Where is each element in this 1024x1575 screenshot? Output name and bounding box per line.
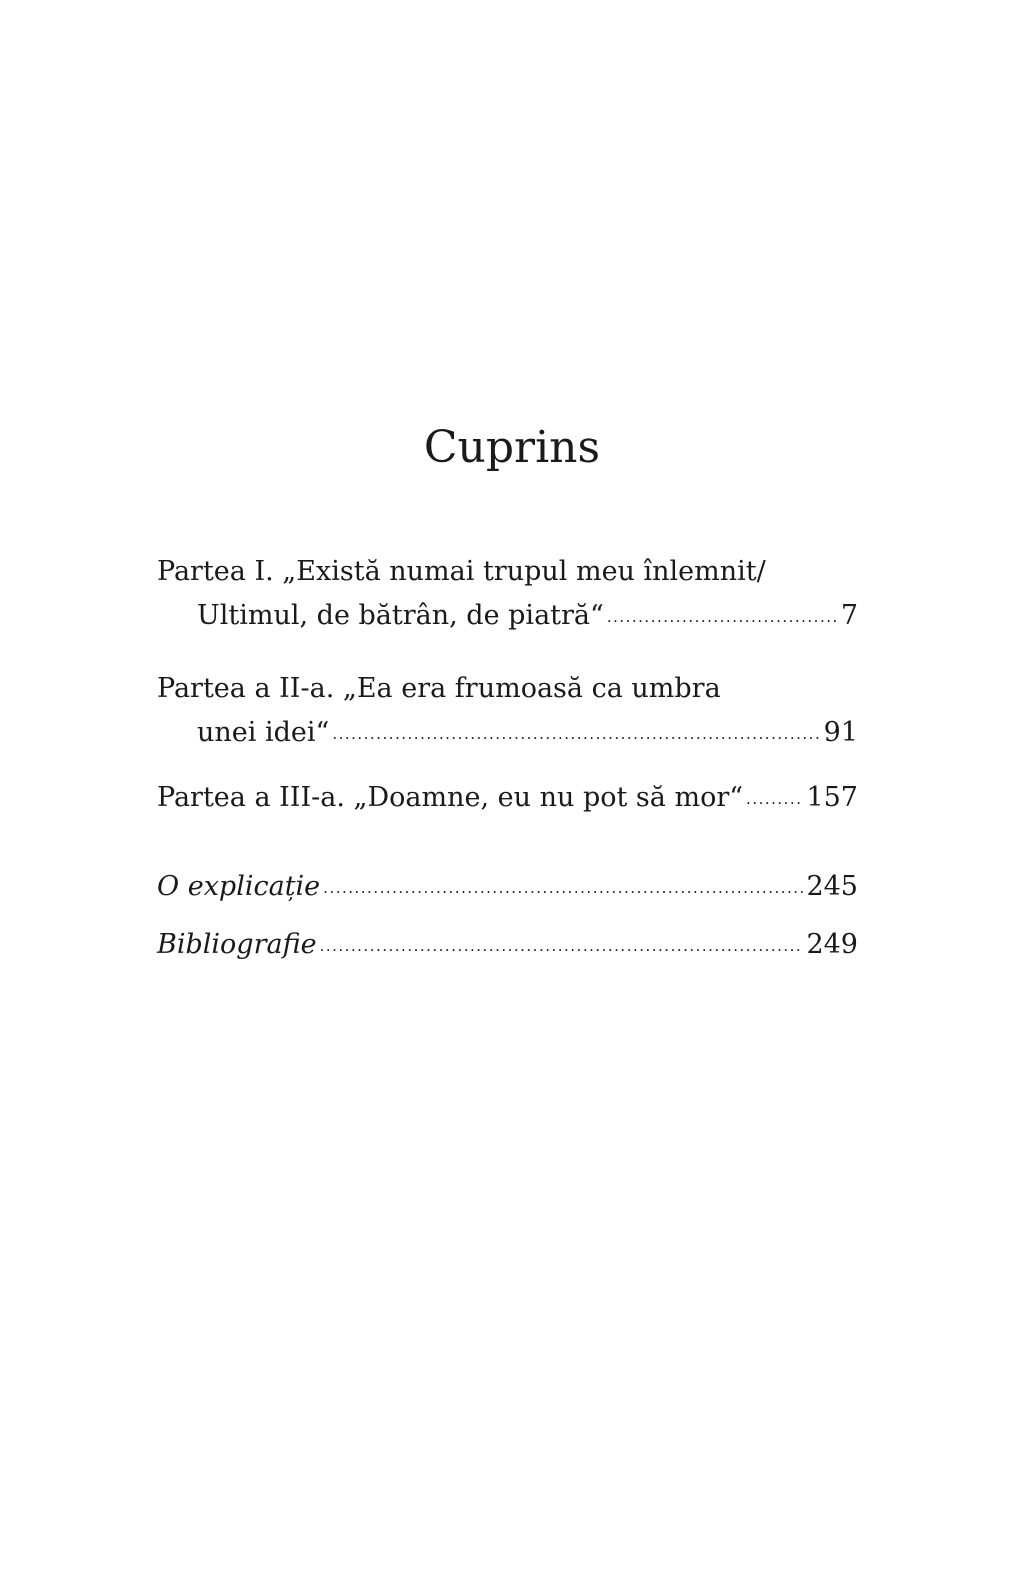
toc-entry-page-number: 249 — [806, 929, 858, 960]
toc-entry-page-number: 91 — [823, 717, 858, 748]
toc-entry-explanation[interactable] — [157, 865, 858, 912]
dot-leader — [320, 921, 804, 968]
toc-entry-title-line — [157, 923, 858, 970]
toc-entry-part-1[interactable] — [157, 550, 858, 641]
page-title: Cuprins — [423, 422, 601, 473]
toc-entry-continuation-line — [157, 594, 858, 641]
dot-leader — [746, 774, 803, 821]
table-of-contents — [157, 550, 858, 970]
toc-entry-page-number: 7 — [840, 600, 858, 631]
toc-entry-bibliography[interactable] — [157, 923, 858, 970]
toc-entry-title: Partea a III-a. „Doamne, eu nu pot să mor“ — [157, 782, 744, 813]
toc-entry-title-line — [157, 776, 858, 823]
toc-entry-part-2[interactable] — [157, 667, 858, 758]
toc-entry-title-line — [157, 865, 858, 912]
dot-leader — [332, 709, 820, 756]
dot-leader — [323, 863, 803, 910]
toc-entry-part-3[interactable] — [157, 776, 858, 823]
dot-leader — [607, 592, 838, 639]
toc-entry-title-line — [157, 667, 858, 711]
toc-entry-title: Partea a II-a. „Ea era frumoasă ca umbra — [157, 673, 721, 704]
toc-entry-title: Bibliografie — [157, 929, 317, 960]
toc-entry-title-continuation: unei idei“ — [197, 717, 330, 748]
toc-entry-title: Partea I. „Există numai trupul meu înlemnit/ — [157, 556, 766, 587]
toc-entry-page-number: 157 — [806, 782, 858, 813]
toc-entry-title-continuation: Ultimul, de bătrân, de piatră“ — [197, 600, 604, 631]
toc-entry-page-number: 245 — [806, 871, 858, 902]
toc-entry-title: O explicație — [157, 871, 321, 902]
toc-entry-title-line — [157, 550, 858, 594]
toc-entry-continuation-line — [157, 711, 858, 758]
